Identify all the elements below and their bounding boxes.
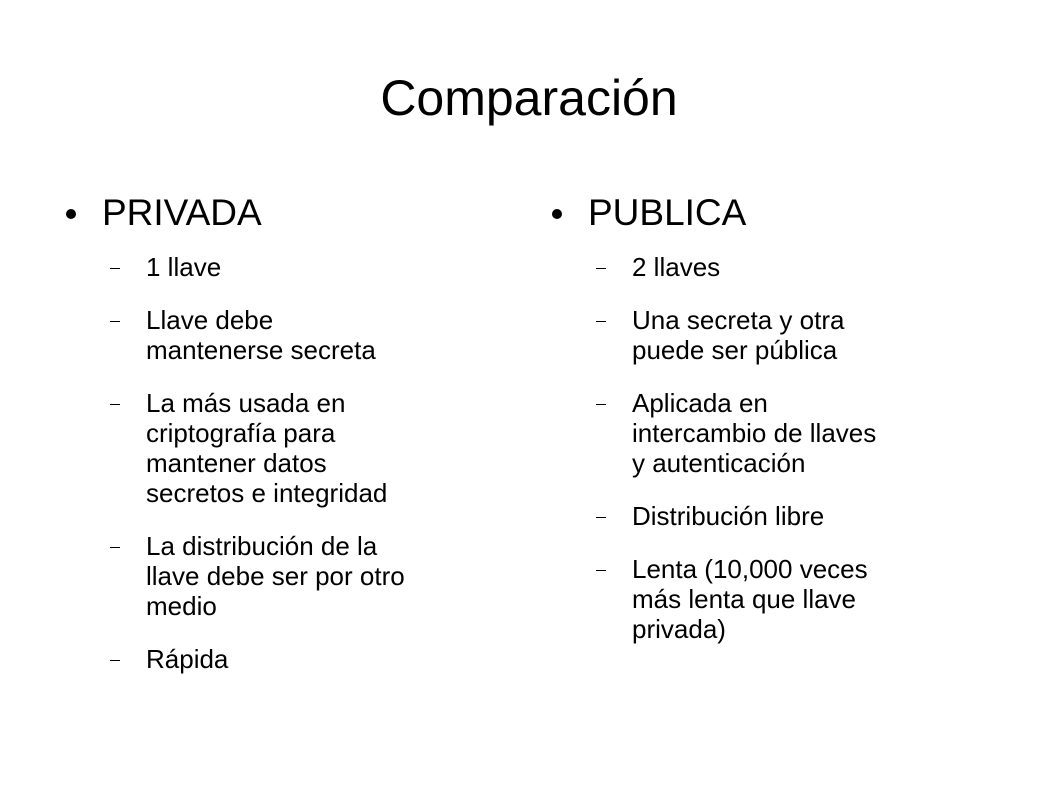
list-item bbox=[552, 554, 992, 644]
column-heading bbox=[66, 192, 526, 234]
list-item bbox=[66, 305, 526, 365]
list-item-text: Aplicada en intercambio de llaves y autenticación bbox=[632, 388, 877, 478]
dash-bullet-icon bbox=[596, 268, 606, 269]
sub-list bbox=[552, 252, 992, 644]
list-item-text: 1 llave bbox=[146, 252, 222, 282]
list-item-text: Llave debe mantenerse secreta bbox=[146, 305, 376, 365]
list-item-text: 2 llaves bbox=[632, 252, 721, 282]
list-item-text: Lenta (10,000 veces más lenta que llave privada) bbox=[632, 554, 868, 644]
column-heading bbox=[552, 192, 992, 234]
column-heading-label: PUBLICA bbox=[588, 192, 747, 233]
list-item bbox=[552, 305, 992, 365]
list-item bbox=[66, 388, 526, 508]
dash-bullet-icon bbox=[110, 547, 120, 548]
list-item bbox=[66, 644, 526, 674]
sub-list bbox=[66, 252, 526, 674]
list-item bbox=[552, 501, 992, 531]
list-item-text: La distribución de la llave debe ser por otro medio bbox=[146, 531, 405, 621]
dash-bullet-icon bbox=[596, 404, 606, 405]
dash-bullet-icon bbox=[110, 404, 120, 405]
column-privada bbox=[66, 192, 526, 697]
list-item bbox=[66, 252, 526, 282]
list-item-text: La más usada en criptografía para mantener datos secretos e integridad bbox=[146, 388, 388, 508]
dash-bullet-icon bbox=[110, 660, 120, 661]
column-heading-label: PRIVADA bbox=[102, 192, 262, 233]
column-publica bbox=[552, 192, 992, 667]
dash-bullet-icon bbox=[596, 517, 606, 518]
slide-title: Comparación bbox=[380, 70, 678, 126]
list-item-text: Rápida bbox=[146, 644, 229, 674]
list-item-text: Distribución libre bbox=[632, 501, 825, 531]
list-item bbox=[66, 531, 526, 621]
bullet-dot-icon bbox=[66, 209, 76, 219]
dash-bullet-icon bbox=[110, 268, 120, 269]
list-item bbox=[552, 252, 992, 282]
dash-bullet-icon bbox=[596, 321, 606, 322]
bullet-dot-icon bbox=[552, 209, 562, 219]
list-item bbox=[552, 388, 992, 478]
list-item-text: Una secreta y otra puede ser pública bbox=[632, 305, 845, 365]
dash-bullet-icon bbox=[110, 321, 120, 322]
dash-bullet-icon bbox=[596, 570, 606, 571]
